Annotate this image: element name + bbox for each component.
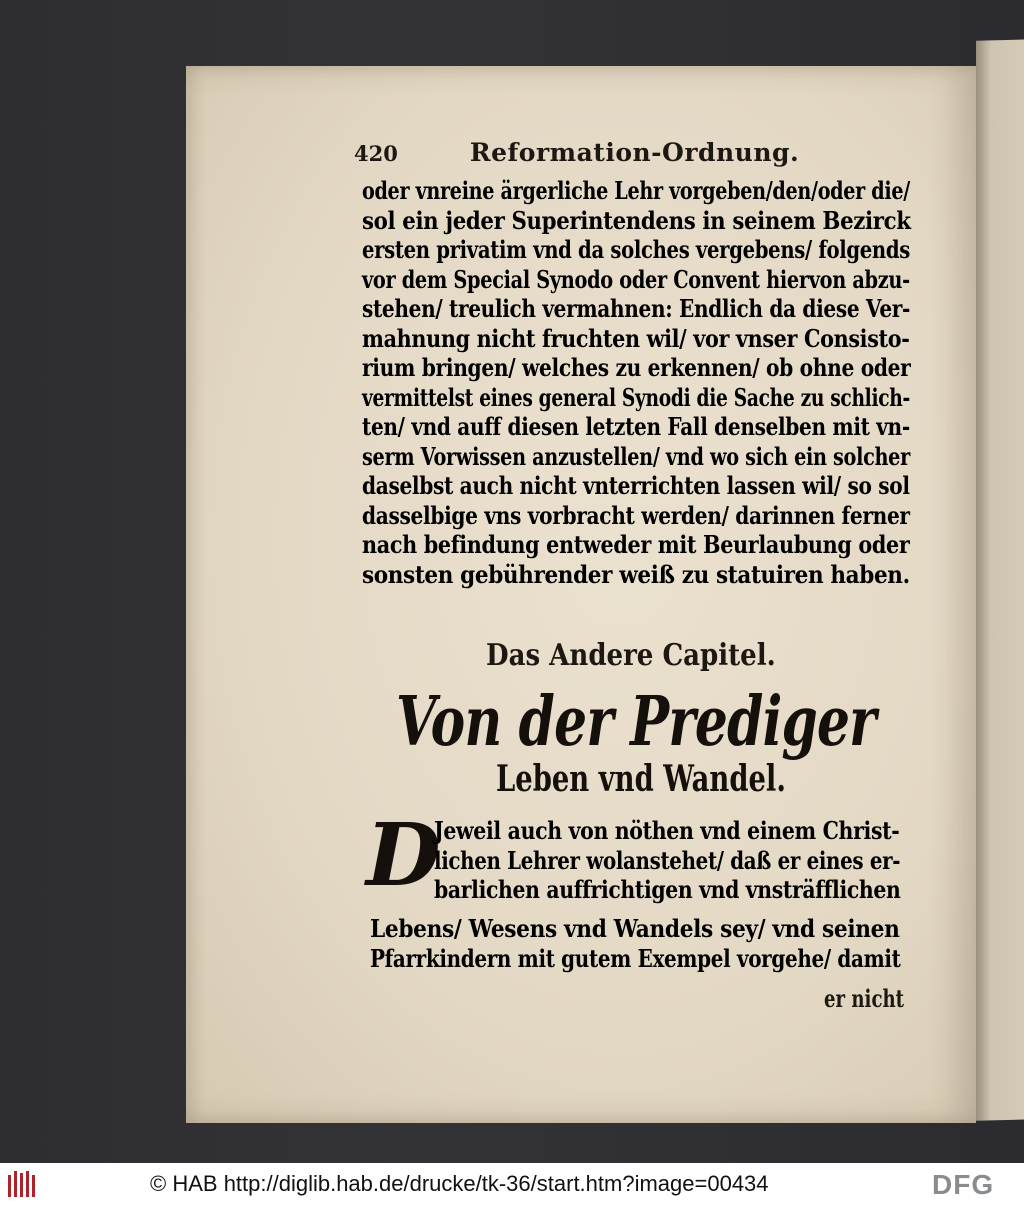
text-line: sonsten gebührender weiß zu statuiren haben. [362, 559, 910, 589]
running-head: Reformation-Ordnung. [469, 138, 800, 167]
catchword: er nicht [824, 984, 905, 1013]
body-text [362, 176, 910, 589]
adjacent-page-edge [976, 39, 1024, 1121]
citation [150, 1171, 769, 1197]
dfg-logo: DFG [932, 1169, 995, 1200]
page-header [354, 138, 874, 174]
text-line: rium bringen/ welches zu erkennen/ ob ohne oder [362, 353, 911, 382]
text-line: ten/ vnd auff diesen letzten Fall denselben mit vn- [362, 412, 910, 441]
chapter-heading: Das Andere Capitel. [486, 638, 776, 673]
text-line: barlichen auffrichtigen vnd vnsträfflichen [434, 875, 901, 904]
copyright-label: © HAB [150, 1171, 218, 1196]
text-line: nach befindung entweder mit Beurlaubung oder [362, 530, 910, 559]
text-line: oder vnreine ärgerliche Lehr vorgeben/den/oder die/ [362, 176, 910, 205]
text-line: Pfarrkindern mit gutem Exempel vorgehe/ damit [370, 943, 901, 973]
text-line: Jeweil auch von nöthen vnd einem Christ- [434, 816, 900, 845]
text-line: daselbst auch nicht vnterrichten lassen wil/ so sol [362, 471, 910, 500]
text-line: mahnung nicht fruchten wil/ vor vnser Consisto- [362, 323, 910, 353]
text-line: ersten privatim vnd da solches vergebens/ folgends [362, 235, 910, 264]
section-title: Von der Prediger [396, 682, 876, 762]
paragraph-indented [434, 816, 900, 905]
text-line: serm Vorwissen anzustellen/ vnd wo sich ein solcher [362, 441, 910, 471]
text-line: dasselbige vns vorbracht werden/ darinnen ferner [362, 500, 910, 530]
text-line: sol ein jeder Superintendens in seinem Bezirck [362, 205, 911, 235]
text-line: vor dem Special Synodo oder Convent hiervon abzu- [362, 264, 910, 294]
footer-bar [0, 1163, 1024, 1205]
hab-logo-icon [8, 1171, 38, 1197]
text-line: Lebens/ Wesens vnd Wandels sey/ vnd seinen [370, 914, 900, 943]
text-line: vermittelst eines general Synodi die Sache zu schlich- [362, 382, 910, 412]
page-number: 420 [354, 141, 398, 166]
section-subtitle: Leben vnd Wandel. [496, 758, 786, 800]
text-line: stehen/ treulich vermahnen: Endlich da diese Ver- [362, 294, 911, 323]
paragraph-full [370, 914, 900, 973]
source-url-link[interactable]: http://diglib.hab.de/drucke/tk-36/start.htm?image=00434 [223, 1171, 769, 1196]
text-line: lichen Lehrer wolanstehet/ daß er eines er- [434, 845, 901, 875]
decorated-initial: D [366, 805, 441, 906]
